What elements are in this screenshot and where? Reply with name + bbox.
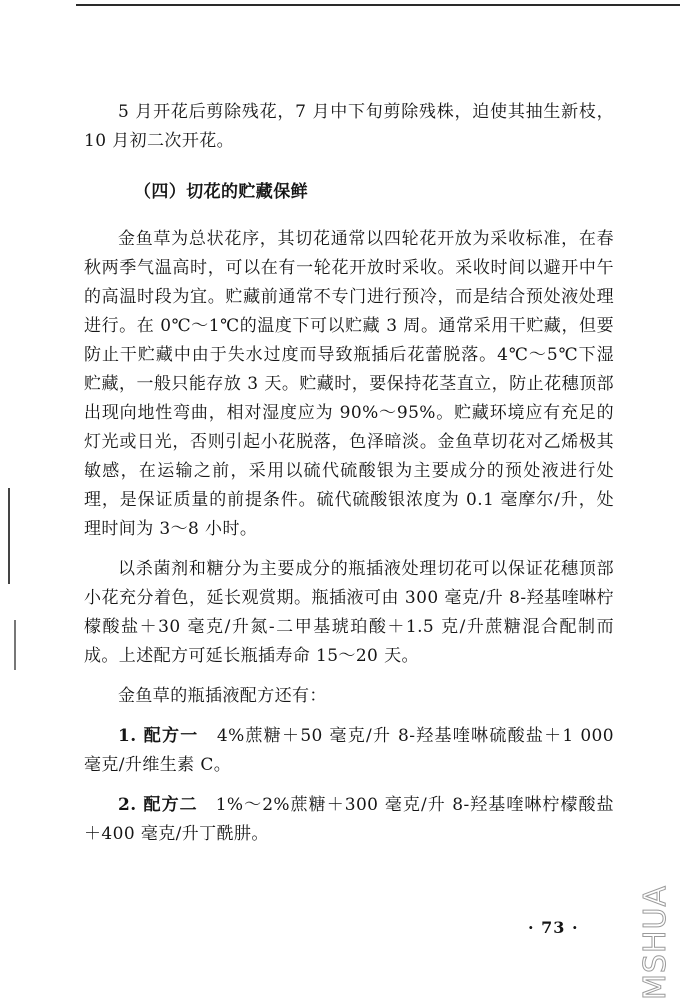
header-rule — [76, 4, 680, 6]
page-number: · 73 · — [528, 918, 579, 937]
formula-number: 2. 配方二 — [118, 795, 198, 815]
formula-text: 4%蔗糖＋50 毫克/升 8-羟基喹啉硫酸盐＋1 000 毫克/升维生素 C。 — [84, 726, 614, 775]
formula-item-2 — [84, 791, 614, 849]
page-body — [84, 98, 614, 849]
formula-intro: 金鱼草的瓶插液配方还有： — [118, 686, 327, 706]
formula-number: 1. 配方一 — [118, 726, 199, 746]
formula-item-1 — [84, 722, 614, 780]
formula-text: 1%～2%蔗糖＋300 毫克/升 8-羟基喹啉柠檬酸盐＋400 毫克/升丁酰肼。 — [84, 795, 614, 844]
storage-paragraph: 金鱼草为总状花序，其切花通常以四轮花开放为采收标准，在春秋两季气温高时，可以在有一轮花开放时采收。采收时间以避开中午的高温时段为宜。贮藏前通常不专门进行预冷，而是结合预处液处理进行。在 0℃～1℃的温度下可以贮藏 3 周。通常采用干贮藏，但要防止干贮藏中由于失水过度而导致瓶插后花蕾脱落。4℃～5℃下湿贮藏，一般只能存放 3 天。贮藏时，要保持花茎直立，防止花穗顶部出现向地性弯曲，相对湿度应为 90%～95%。贮藏环境应有充足的灯光或日光，否则引起小花脱落，色泽暗淡。金鱼草切花对乙烯极其敏感，在运输之前，采用以硫代硫酸银为主要成分的预处液进行处理，是保证质量的前提条件。硫代硫酸银浓度为 0.1 毫摩尔/升，处理时间为 3～8 小时。 — [84, 229, 614, 539]
scan-margin-mark — [8, 488, 10, 584]
scan-margin-mark — [14, 620, 16, 670]
intro-paragraph: 5 月开花后剪除残花，7 月中下旬剪除残株，迫使其抽生新枝，10 月初二次开花。 — [84, 102, 614, 151]
section-heading: （四）切花的贮藏保鲜 — [134, 182, 308, 202]
vase-solution-paragraph: 以杀菌剂和糖分为主要成分的瓶插液处理切花可以保证花穗顶部小花充分着色，延长观赏期。瓶插液可由 300 毫克/升 8-羟基喹啉柠檬酸盐＋30 毫克/升氮-二甲基琥珀酸＋1.5 克/升蔗糖混合配制而成。上述配方可延长瓶插寿命 15～20 天。 — [84, 559, 614, 666]
watermark: MSHUA — [638, 885, 673, 1000]
